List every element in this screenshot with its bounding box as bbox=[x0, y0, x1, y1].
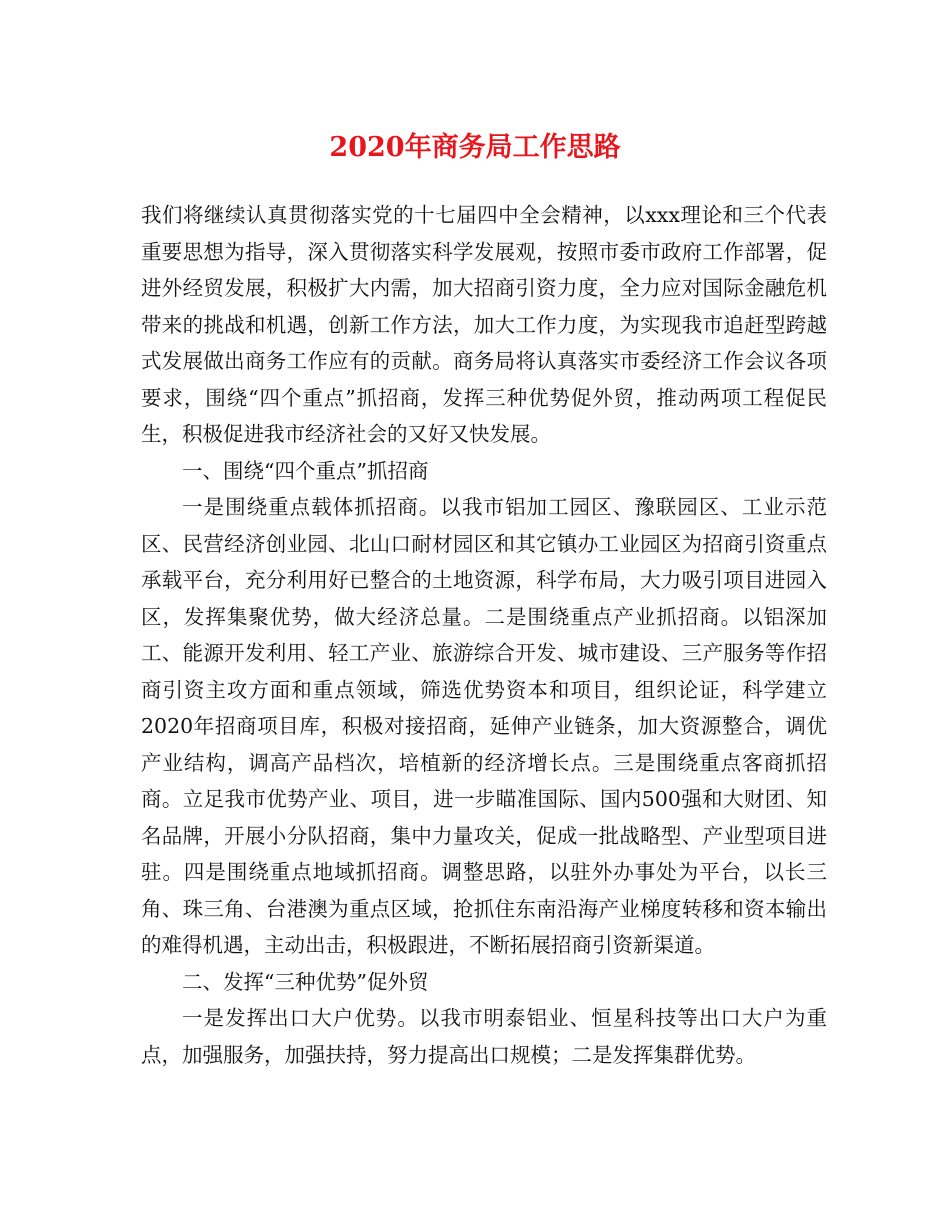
document-title: 2020年商务局工作思路 bbox=[329, 132, 621, 163]
paragraph-intro: 我们将继续认真贯彻落实党的十七届四中全会精神，以xxx理论和三个代表重要思想为指导，深入贯彻落实科学发展观，按照市委市政府工作部署，促进外经贸发展，积极扩大内需，加大招商引资力度，全力应对国际金融危机带来的挑战和机遇，创新工作方法，加大工作力度，为实现我市追赶型跨越式发展做出商务工作应有的贡献。商务局将认真落实市委经济工作会议各项要求，围绕“四个重点”抓招商，发挥三种优势促外贸，推动两项工程促民生，积极促进我市经济社会的又好又快发展。 bbox=[141, 203, 827, 446]
paragraph-section-1: 一是围绕重点载体抓招商。以我市铝加工园区、豫联园区、工业示范区、民营经济创业园、北山口耐材园区和其它镇办工业园区为招商引资重点承载平台，充分利用好已整合的土地资源，科学布局，大力吸引项目进园入区，发挥集聚优势，做大经济总量。二是围绕重点产业抓招商。以铝深加工、能源开发利用、轻工产业、旅游综合开发、城市建设、三产服务等作招商引资主攻方面和重点领域，筛选优势资本和项目，组织论证，科学建立2020年招商项目库，积极对接招商，延伸产业链条，加大资源整合，调优产业结构，调高产品档次，培植新的经济增长点。三是围绕重点客商抓招商。立足我市优势产业、项目，进一步瞄准国际、国内500强和大财团、知名品牌，开展小分队招商，集中力量攻关，促成一批战略型、产业型项目进驻。四是围绕重点地域抓招商。调整思路，以驻外办事处为平台，以长三角、珠三角、台港澳为重点区域，抢抓住东南沿海产业梯度转移和资本输出的难得机遇，主动出击，积极跟进，不断拓展招商引资新渠道。 bbox=[141, 495, 827, 957]
section-heading-1: 一、围绕“四个重点”抓招商 bbox=[182, 458, 429, 483]
paragraph-section-2: 一是发挥出口大户优势。以我市明泰铝业、恒星科技等出口大户为重点，加强服务，加强扶持，努力提高出口规模；二是发挥集群优势。 bbox=[141, 1006, 827, 1067]
document-body bbox=[141, 197, 827, 1073]
section-heading-2: 二、发挥“三种优势”促外贸 bbox=[182, 969, 429, 994]
